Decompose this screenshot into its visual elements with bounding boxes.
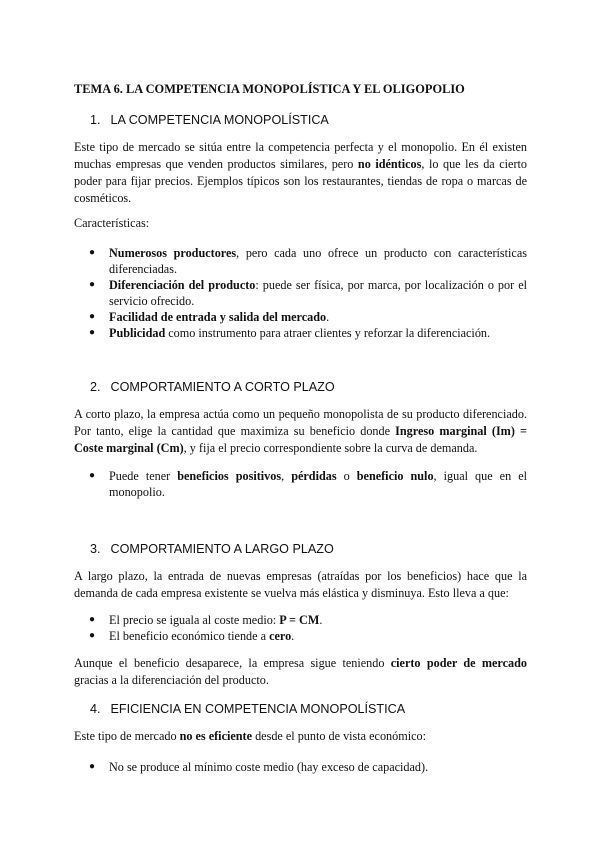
text-run: : puede ser física, por marca, por localización o por el servicio ofrecido. — [109, 278, 527, 308]
section-number: 1. — [90, 113, 101, 127]
text-run: desde el punto de vista económico: — [252, 729, 426, 743]
text-run: gracias a la diferenciación del producto. — [74, 673, 269, 687]
bullet-icon: ● — [89, 761, 96, 772]
bold-run: Numerosos productores — [109, 246, 237, 260]
section-2-list — [74, 468, 527, 500]
section-heading-4 — [90, 702, 543, 716]
bold-run: no idénticos — [357, 157, 422, 171]
text-run: . — [291, 629, 295, 643]
section-2-paragraph — [74, 406, 527, 457]
text-run: El precio se iguala al coste medio: — [109, 613, 280, 627]
bold-run: beneficios positivos — [177, 469, 282, 483]
caracteristicas-label: Características: — [74, 216, 150, 230]
bullet-icon: ● — [89, 327, 96, 338]
text-run: Puede tener — [109, 469, 178, 483]
text-run: No se produce al mínimo coste medio (hay exceso de capacidad). — [109, 760, 429, 774]
bold-run: Diferenciación del producto — [109, 278, 256, 292]
text-run: , y fija el precio correspondiente sobre la curva de demanda. — [183, 441, 478, 455]
bullet-icon: ● — [89, 470, 96, 481]
bullet-icon: ● — [89, 247, 96, 258]
section-3-list — [74, 612, 527, 644]
bullet-icon: ● — [89, 279, 96, 290]
bold-run: beneficio nulo — [356, 469, 434, 483]
text-run: A corto plazo, la empresa actúa como un pequeño monopolista de su producto diferenciado. Por tanto, elige la cantidad que maximiza su beneficio donde — [74, 407, 527, 438]
section-title: EFICIENCIA EN COMPETENCIA MONOPOLÍSTICA — [110, 702, 406, 716]
bold-run: P = CM — [279, 613, 320, 627]
section-heading-1 — [90, 113, 543, 127]
text-run: , igual que en el monopolio. — [109, 469, 528, 499]
section-4-paragraph — [74, 728, 527, 745]
bold-run: Facilidad de entrada y salida del mercado — [109, 310, 327, 324]
section-number: 4. — [90, 702, 101, 716]
section-title: COMPORTAMIENTO A CORTO PLAZO — [110, 380, 335, 394]
list-item — [74, 309, 527, 325]
list-item — [74, 628, 527, 644]
section-number: 3. — [90, 542, 101, 556]
list-item — [74, 612, 527, 628]
text-run: Este tipo de mercado — [74, 729, 180, 743]
section-number: 2. — [90, 380, 101, 394]
section-1-intro — [74, 139, 527, 207]
caracteristicas-list — [74, 245, 527, 341]
list-item — [74, 759, 527, 775]
text-run: Este tipo de mercado se sitúa entre la competencia perfecta y el monopolio. En él existen muchas empresas que venden productos similares, pero — [74, 140, 527, 171]
text-run: El beneficio económico tiende a — [109, 629, 270, 643]
bullet-icon: ● — [89, 311, 96, 322]
document-title: TEMA 6. LA COMPETENCIA MONOPOLÍSTICA Y EL OLIGOPOLIO — [74, 82, 465, 96]
bold-run: no es eficiente — [179, 729, 253, 743]
text-run: , pero cada uno ofrece un producto con características diferenciadas. — [109, 246, 527, 276]
bold-run: Ingreso marginal (Im) = Coste marginal (Cm) — [74, 424, 527, 455]
text-run: como instrumento para atraer clientes y reforzar la diferenciación. — [165, 326, 491, 340]
text-run: . — [319, 613, 323, 627]
section-heading-3 — [90, 542, 543, 556]
text-run: , lo que les da cierto poder para fijar precios. Ejemplos típicos son los restaurantes, tiendas de ropa o marcas de cosméticos. — [74, 157, 527, 205]
section-4-list — [74, 759, 527, 775]
list-item — [74, 325, 527, 341]
text-run: Aunque el beneficio desaparece, la empresa sigue teniendo — [74, 656, 391, 670]
list-item — [74, 277, 527, 309]
section-heading-2 — [90, 380, 543, 394]
text-run: , — [281, 469, 292, 483]
list-item — [74, 468, 527, 500]
bullet-icon: ● — [89, 630, 96, 641]
bold-run: cierto poder de mercado — [390, 656, 527, 670]
bold-run: pérdidas — [291, 469, 337, 483]
section-title: LA COMPETENCIA MONOPOLÍSTICA — [110, 113, 329, 127]
text-run: . — [326, 310, 330, 324]
section-title: COMPORTAMIENTO A LARGO PLAZO — [110, 542, 334, 556]
bullet-icon: ● — [89, 614, 96, 625]
text-run: o — [336, 469, 357, 483]
bold-run: cero — [269, 629, 292, 643]
bold-run: Publicidad — [109, 326, 166, 340]
section-3-closing — [74, 655, 527, 689]
section-3-paragraph: A largo plazo, la entrada de nuevas empresas (atraídas por los beneficios) hace que la demanda de cada empresa existente se vuelva más elástica y disminuya. Esto lleva a que: — [74, 569, 527, 600]
list-item — [74, 245, 527, 277]
